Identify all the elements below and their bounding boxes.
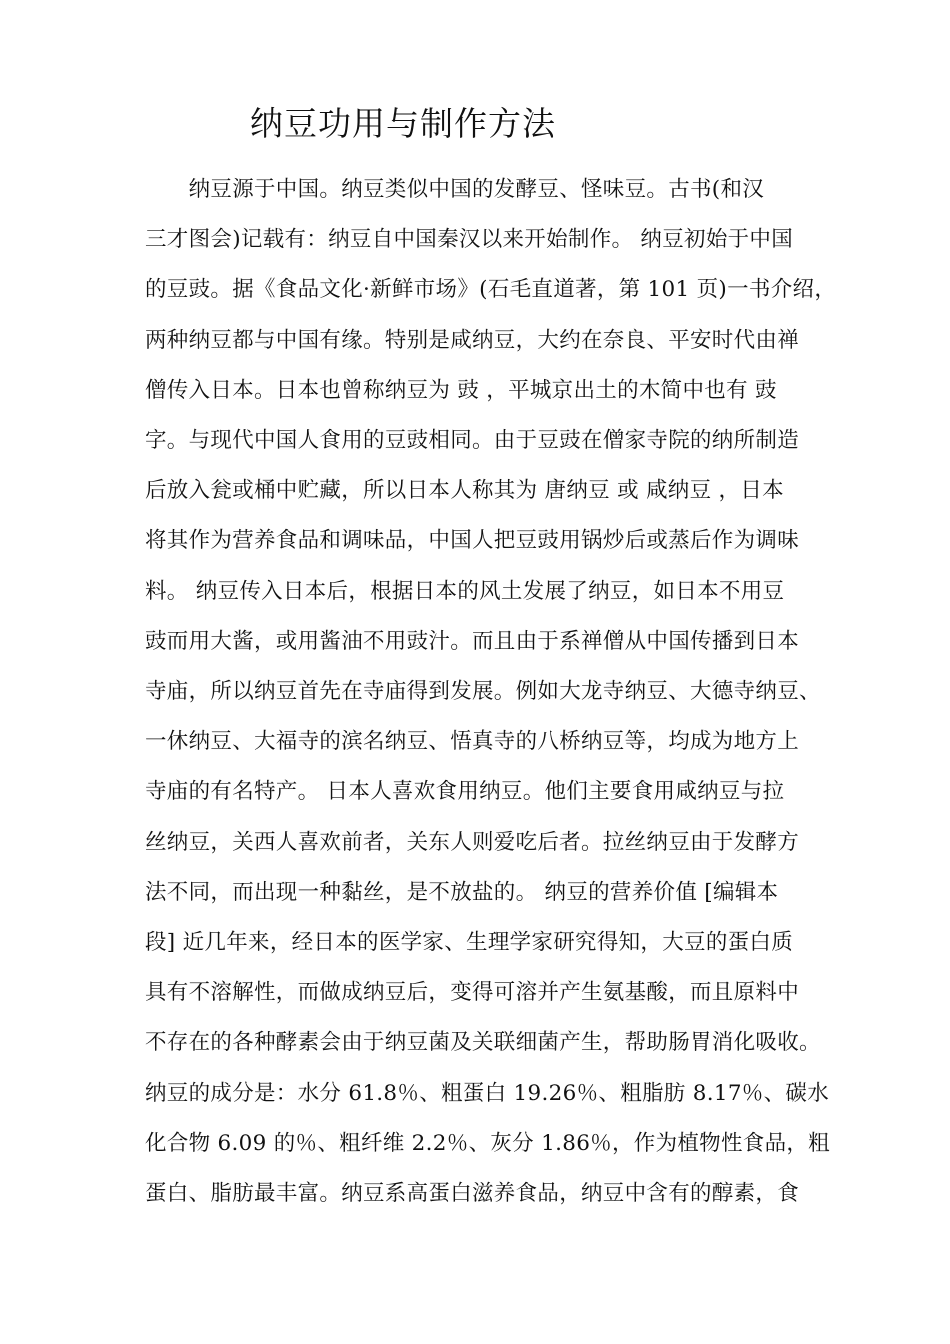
paragraph-line: 将其作为营养食品和调味品，中国人把豆豉用锅炒后或蒸后作为调味 bbox=[145, 528, 800, 554]
document-title: 纳豆功用与制作方法 bbox=[250, 104, 556, 143]
paragraph-line: 法不同，而出现一种黏丝，是不放盐的。 纳豆的营养价值 [编辑本 bbox=[145, 879, 779, 905]
paragraph-line: 料。 纳豆传入日本后，根据日本的风土发展了纳豆，如日本不用豆 bbox=[145, 578, 785, 604]
paragraph-line: 不存在的各种酵素会由于纳豆菌及关联细菌产生，帮助肠胃消化吸收。 bbox=[145, 1030, 821, 1056]
paragraph-line: 寺庙，所以纳豆首先在寺庙得到发展。例如大龙寺纳豆、大德寺纳豆、 bbox=[145, 679, 821, 704]
paragraph-line: 豉而用大酱，或用酱油不用豉汁。而且由于系禅僧从中国传播到日本 bbox=[145, 628, 800, 654]
paragraph-line: 具有不溶解性，而做成纳豆后，变得可溶并产生氨基酸，而且原料中 bbox=[145, 980, 800, 1006]
paragraph-line: 蛋白、脂肪最丰富。纳豆系高蛋白滋养食品，纳豆中含有的醇素，食 bbox=[145, 1181, 800, 1206]
paragraph-line: 丝纳豆，关西人喜欢前者，关东人则爱吃后者。拉丝纳豆由于发酵方 bbox=[145, 829, 800, 855]
paragraph-line: 段] 近几年来，经日本的医学家、生理学家研究得知，大豆的蛋白质 bbox=[145, 930, 794, 955]
paragraph-line: 字。与现代中国人食用的豆豉相同。由于豆豉在僧家寺院的纳所制造 bbox=[145, 428, 800, 453]
paragraph-line: 后放入瓮或桶中贮藏，所以日本人称其为 唐纳豆 或 咸纳豆 ，日本 bbox=[145, 478, 784, 504]
paragraph-line: 寺庙的有名特产。 日本人喜欢食用纳豆。他们主要食用咸纳豆与拉 bbox=[145, 779, 785, 805]
paragraph-line: 的豆豉。据《食品文化·新鲜市场》(石毛直道著，第 101 页)一书介绍， bbox=[145, 277, 837, 303]
paragraph-line: 纳豆源于中国。纳豆类似中国的发酵豆、怪味豆。古书(和汉 bbox=[145, 177, 765, 202]
paragraph-line: 僧传入日本。日本也曾称纳豆为 豉 ，平城京出土的木简中也有 豉 bbox=[145, 377, 777, 403]
paragraph-line: 三才图会)记载有：纳豆自中国秦汉以来开始制作。 纳豆初始于中国 bbox=[145, 227, 794, 253]
paragraph-line: 一休纳豆、大福寺的滨名纳豆、悟真寺的八桥纳豆等，均成为地方上 bbox=[145, 729, 800, 755]
paragraph-line: 化合物 6.09 的％、粗纤维 2.2％、灰分 1.86％，作为植物性食品，粗 bbox=[145, 1130, 830, 1156]
paragraph-line: 两种纳豆都与中国有缘。特别是咸纳豆，大约在奈良、平安时代由禅 bbox=[145, 327, 800, 353]
paragraph-line: 纳豆的成分是：水分 61.8％、粗蛋白 19.26％、粗脂肪 8.17％、碳水 bbox=[145, 1080, 829, 1106]
